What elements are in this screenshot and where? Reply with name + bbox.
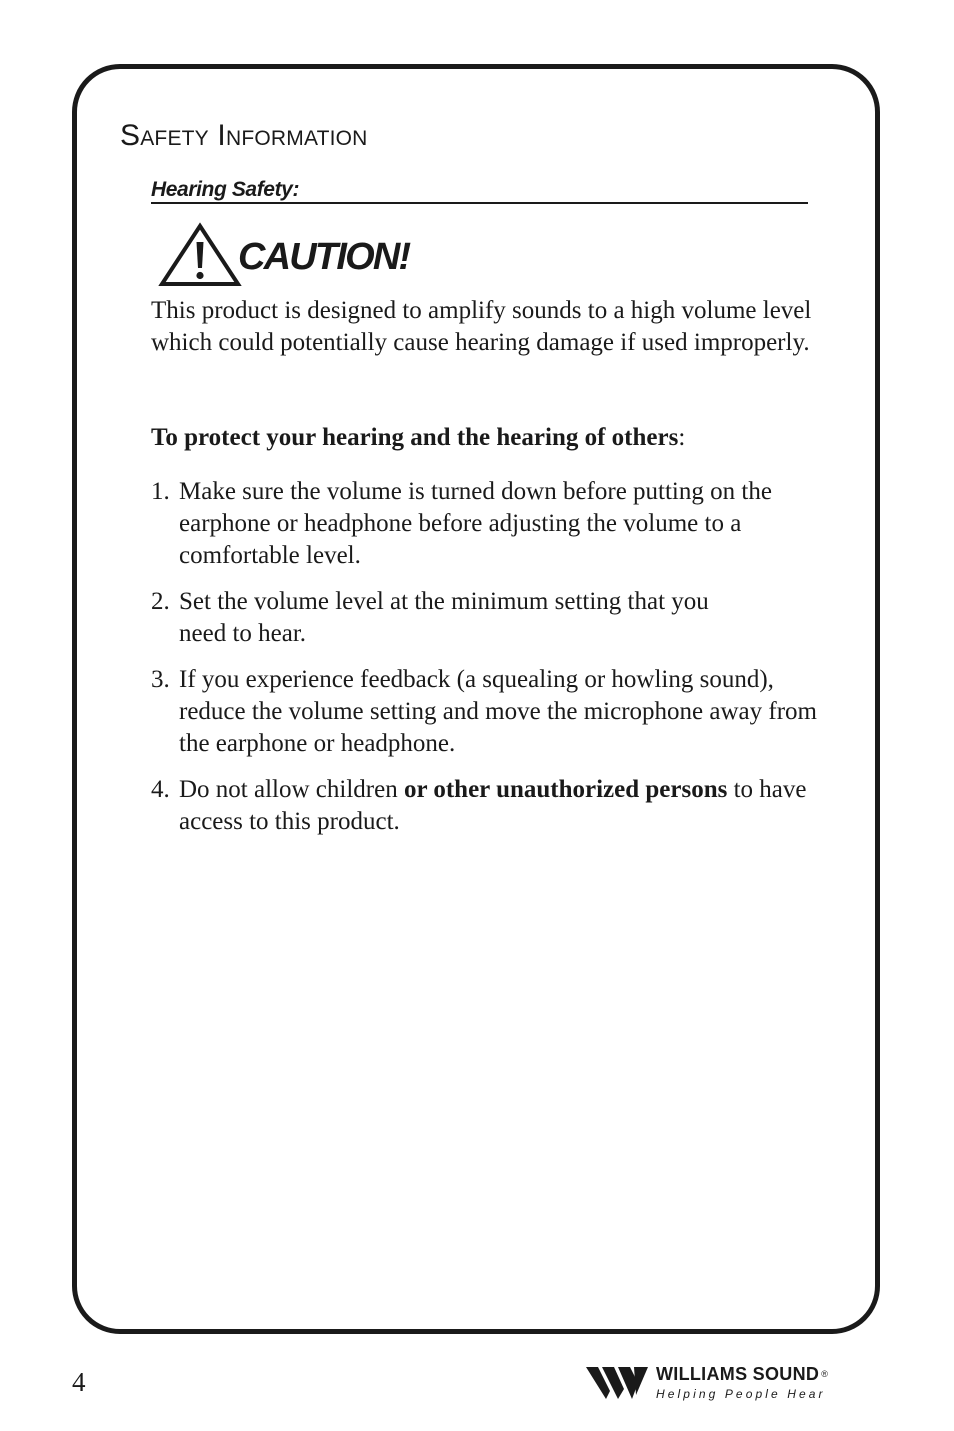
caution-heading: CAUTION!: [238, 236, 410, 278]
williams-sound-w-logo-icon: [586, 1365, 648, 1401]
section-title: Safety Information: [120, 119, 368, 152]
step-number: 1.: [151, 478, 170, 505]
step-number: 3.: [151, 666, 170, 693]
hearing-protection-steps: [151, 476, 831, 852]
step-text: [179, 586, 831, 650]
protect-heading-colon: :: [678, 424, 686, 451]
step-number: 2.: [151, 588, 170, 615]
williams-sound-logo: [586, 1362, 828, 1404]
logo-name: [656, 1364, 828, 1384]
list-item: [151, 774, 831, 838]
logo-tagline: Helping People Hear: [656, 1387, 826, 1401]
logo-wordmark: [656, 1364, 828, 1402]
page-number: 4: [72, 1367, 86, 1397]
hearing-safety-subheading: Hearing Safety:: [151, 176, 808, 204]
step-text-before: Do not allow children: [179, 776, 404, 803]
protect-heading: [151, 422, 685, 454]
step-text-bold: or other unauthorized persons: [403, 776, 728, 803]
intro-paragraph: This product is designed to amplify sounds to a high volume level which could potentially cause hearing damage if used improperly.: [151, 297, 812, 356]
protect-heading-bold: To protect your hearing and the hearing of others: [151, 424, 679, 451]
registered-mark: ®: [821, 1369, 829, 1379]
caution-banner: [158, 222, 409, 288]
warning-triangle-icon: [158, 222, 242, 288]
list-item: [151, 664, 831, 760]
step-text-line: Set the volume level at the minimum setting that you: [179, 588, 709, 615]
step-number: 4.: [151, 776, 170, 803]
step-text: Make sure the volume is turned down before putting on the earphone or headphone before adjusting the volume to a comfortable level.: [179, 478, 772, 569]
step-text: If you experience feedback (a squealing or howling sound), reduce the volume setting and move the microphone away from the earphone or headphone.: [179, 666, 817, 757]
list-item: [151, 476, 831, 572]
logo-name-text: WILLIAMS SOUND: [656, 1364, 820, 1384]
step-text-after: to have access to this product.: [179, 776, 807, 835]
step-text: [179, 774, 831, 838]
list-item: [151, 586, 831, 650]
step-text-line: need to hear.: [179, 620, 307, 647]
